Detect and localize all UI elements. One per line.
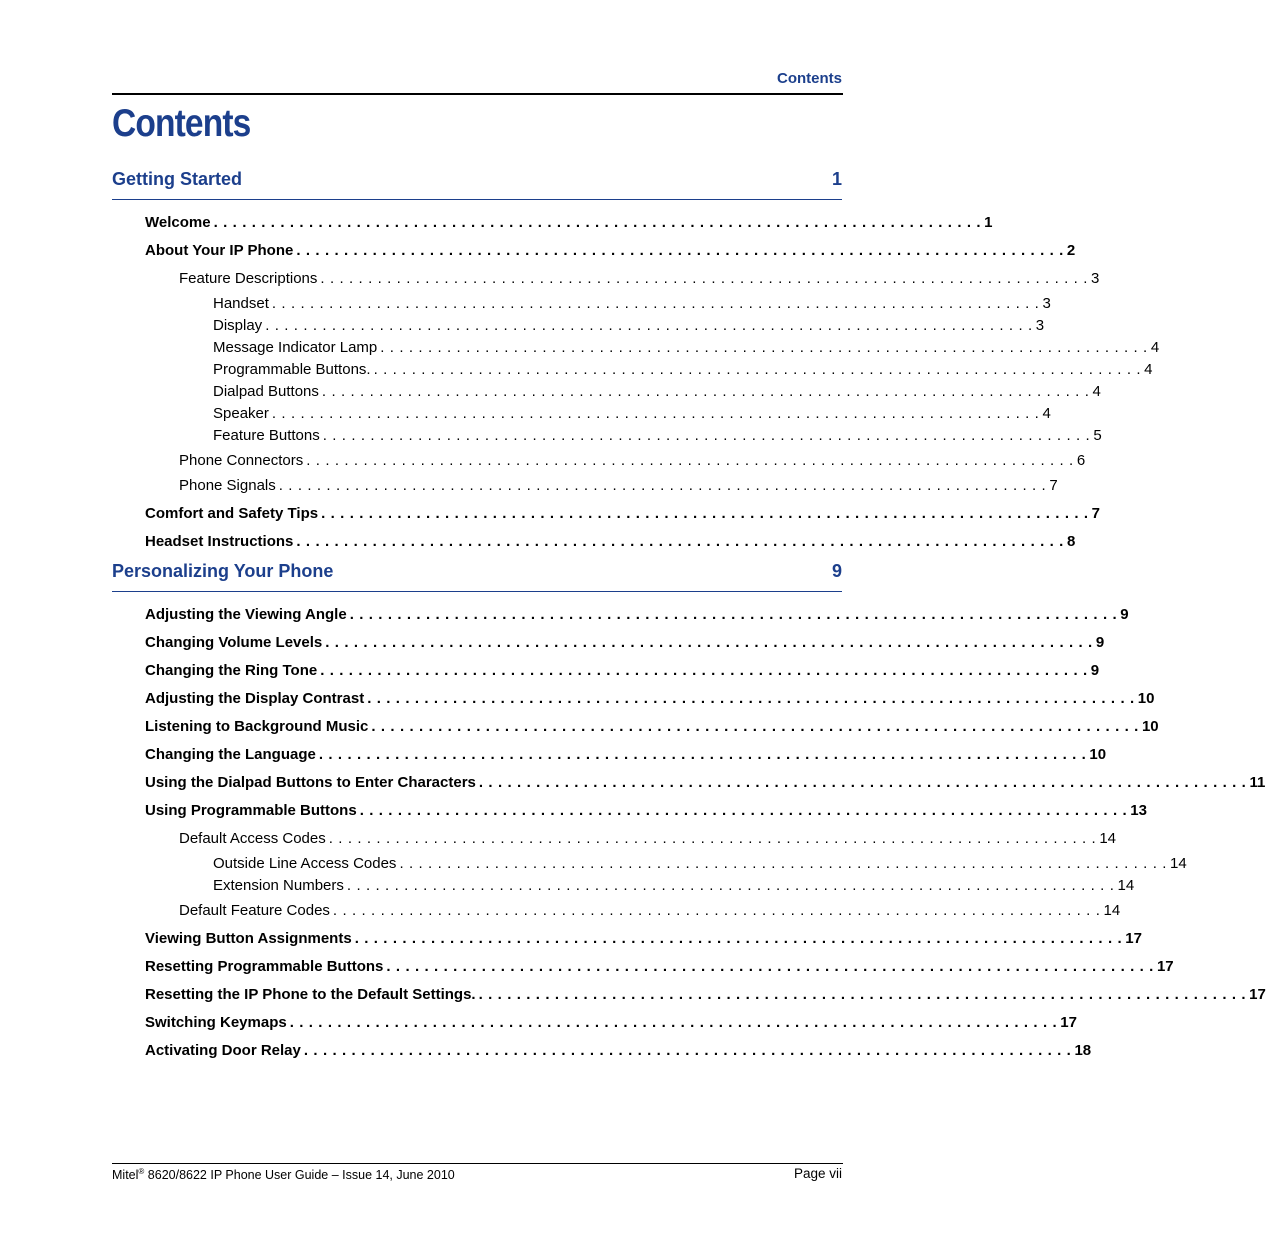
toc-entry-title: Feature Buttons [213,427,320,444]
dot-leader: . . . . . . . . . . . . . . . . . . . . . . . . . . . . . . . . . . . . . . . . . . . . . . . . . . . . . . . . . . . . . . . . . . . . . . . . . . . . . . . . . [303,1042,1072,1059]
dot-leader: . . . . . . . . . . . . . . . . . . . . . . . . . . . . . . . . . . . . . . . . . . . . . . . . . . . . . . . . . . . . . . . . . . . . . . . . . . . . . . . . . [325,634,1093,651]
dot-leader: . . . . . . . . . . . . . . . . . . . . . . . . . . . . . . . . . . . . . . . . . . . . . . . . . . . . . . . . . . . . . . . . . . . . . . . . . . . . . . . . . [354,930,1123,947]
toc-entry[interactable] [145,690,1155,710]
dot-leader: . . . . . . . . . . . . . . . . . . . . . . . . . . . . . . . . . . . . . . . . . . . . . . . . . . . . . . . . . . . . . . . . . . . . . . . . . . . . . . . . . [320,270,1088,287]
toc-entry-title: Switching Keymaps [145,1014,287,1031]
toc-entry-page-number: 4 [1150,339,1160,356]
toc-entry[interactable] [213,855,1187,875]
toc-entry-title: Welcome [145,214,211,231]
toc-entry-title: Adjusting the Viewing Angle [145,606,347,623]
toc-entry[interactable] [145,242,1076,262]
toc-entry-page-number: 4 [1144,361,1153,378]
toc-entry-page-number: 14 [1170,855,1187,872]
footer-rule [112,1163,843,1164]
toc-entry[interactable] [213,383,1101,403]
dot-leader: . . . . . . . . . . . . . . . . . . . . . . . . . . . . . . . . . . . . . . . . . . . . . . . . . . . . . . . . . . . . . . . . . . . . . . . . . . . . . . . . . [321,505,1089,522]
toc-entry-page-number: 4 [1092,383,1101,400]
chapter-page-number: 1 [831,169,842,189]
toc-entry-title: Phone Connectors [179,452,304,469]
toc-entry-title: Handset [213,295,269,312]
toc-entry-title: Using the Dialpad Buttons to Enter Characters [145,774,476,791]
toc-entry[interactable] [145,533,1076,553]
toc-entry-page-number: 3 [1090,270,1100,287]
toc-entry-page-number: 9 [1120,606,1129,623]
toc-entry[interactable] [179,830,1117,850]
chapter-title: Personalizing Your Phone [112,561,334,581]
toc-entry-page-number: 4 [1042,405,1051,422]
dot-leader: . . . . . . . . . . . . . . . . . . . . . . . . . . . . . . . . . . . . . . . . . . . . . . . . . . . . . . . . . . . . . . . . . . . . . . . . . . . . . . . . . [321,383,1090,400]
toc-entry-title: Headset Instructions [145,533,294,550]
toc-entry-title: Default Access Codes [179,830,326,847]
dot-leader: . . . . . . . . . . . . . . . . . . . . . . . . . . . . . . . . . . . . . . . . . . . . . . . . . . . . . . . . . . . . . . . . . . . . . . . . . . . . . . . . . [478,774,1247,791]
toc-entry-title: Display [213,317,263,334]
toc-entry-title: Resetting Programmable Buttons [145,958,384,975]
dot-leader: . . . . . . . . . . . . . . . . . . . . . . . . . . . . . . . . . . . . . . . . . . . . . . . . . . . . . . . . . . . . . . . . . . . . . . . . . . . . . . . . . [359,802,1128,819]
toc-entry-page-number: 8 [1066,533,1076,550]
toc-entry-page-number: 18 [1074,1042,1092,1059]
chapter-title: Getting Started [112,169,243,189]
toc-entry-title: Speaker [213,405,269,422]
toc-entry-title: Listening to Background Music [145,718,369,735]
dot-leader: . . . . . . . . . . . . . . . . . . . . . . . . . . . . . . . . . . . . . . . . . . . . . . . . . . . . . . . . . . . . . . . . . . . . . . . . . . . . . . . . . [332,902,1101,919]
dot-leader: . . . . . . . . . . . . . . . . . . . . . . . . . . . . . . . . . . . . . . . . . . . . . . . . . . . . . . . . . . . . . . . . . . . . . . . . . . . . . . . . . [373,361,1142,378]
toc-entry-title: About Your IP Phone [145,242,294,259]
toc-entry-page-number: 17 [1060,1014,1077,1031]
dot-leader: . . . . . . . . . . . . . . . . . . . . . . . . . . . . . . . . . . . . . . . . . . . . . . . . . . . . . . . . . . . . . . . . . . . . . . . . . . . . . . . . . [346,877,1115,894]
toc-entry[interactable] [213,361,1153,381]
toc-entry[interactable] [213,317,1045,337]
footer-page-number: Page vii [793,1166,842,1181]
toc-entry-title: Adjusting the Display Contrast [145,690,365,707]
toc-entry-page-number: 9 [1090,662,1100,679]
chapter-page-number: 9 [831,561,842,581]
dot-leader: . . . . . . . . . . . . . . . . . . . . . . . . . . . . . . . . . . . . . . . . . . . . . . . . . . . . . . . . . . . . . . . . . . . . . . . . . . . . . . . . . [271,295,1040,312]
toc-entry[interactable] [145,634,1105,654]
toc-entry-page-number: 5 [1093,427,1102,444]
dot-leader: . . . . . . . . . . . . . . . . . . . . . . . . . . . . . . . . . . . . . . . . . . . . . . . . . . . . . . . . . . . . . . . . . . . . . . . . . . . . . . . . . [328,830,1097,847]
toc-entry-title: Dialpad Buttons [213,383,319,400]
toc-entry[interactable] [145,1014,1077,1034]
toc-entry[interactable] [145,662,1100,682]
toc-entry-page-number: 10 [1089,746,1107,763]
toc-entry-page-number: 10 [1137,690,1155,707]
registered-mark: ® [138,1167,145,1176]
toc-entry[interactable] [145,214,993,234]
toc-entry-page-number: 1 [984,214,993,231]
toc-entry-title: Default Feature Codes [179,902,330,919]
toc-entry-title: Extension Numbers [213,877,344,894]
toc-entry-title: Using Programmable Buttons [145,802,357,819]
dot-leader: . . . . . . . . . . . . . . . . . . . . . . . . . . . . . . . . . . . . . . . . . . . . . . . . . . . . . . . . . . . . . . . . . . . . . . . . . . . . . . . . . [296,533,1064,550]
toc-entry-page-number: 14 [1117,877,1135,894]
dot-leader: . . . . . . . . . . . . . . . . . . . . . . . . . . . . . . . . . . . . . . . . . . . . . . . . . . . . . . . . . . . . . . . . . . . . . . . . . . . . . . . . . [289,1014,1058,1031]
toc-entry-page-number: 17 [1156,958,1174,975]
toc-entry-page-number: 17 [1249,986,1266,1003]
dot-leader: . . . . . . . . . . . . . . . . . . . . . . . . . . . . . . . . . . . . . . . . . . . . . . . . . . . . . . . . . . . . . . . . . . . . . . . . . . . . . . . . . [478,986,1247,1003]
toc-entry-title: Outside Line Access Codes [213,855,397,872]
dot-leader: . . . . . . . . . . . . . . . . . . . . . . . . . . . . . . . . . . . . . . . . . . . . . . . . . . . . . . . . . . . . . . . . . . . . . . . . . . . . . . . . . [367,690,1135,707]
dot-leader: . . . . . . . . . . . . . . . . . . . . . . . . . . . . . . . . . . . . . . . . . . . . . . . . . . . . . . . . . . . . . . . . . . . . . . . . . . . . . . . . . [213,214,982,231]
toc-entry[interactable] [145,774,1266,794]
toc-entry-title: Message Indicator Lamp [213,339,378,356]
toc-entry[interactable] [145,930,1142,950]
toc-entry[interactable] [213,405,1051,425]
dot-leader: . . . . . . . . . . . . . . . . . . . . . . . . . . . . . . . . . . . . . . . . . . . . . . . . . . . . . . . . . . . . . . . . . . . . . . . . . . . . . . . . . [320,662,1088,679]
dot-leader: . . . . . . . . . . . . . . . . . . . . . . . . . . . . . . . . . . . . . . . . . . . . . . . . . . . . . . . . . . . . . . . . . . . . . . . . . . . . . . . . . [371,718,1139,735]
toc-entry-title: Changing the Language [145,746,316,763]
toc-entry-page-number: 7 [1049,477,1058,494]
toc-entry[interactable] [213,339,1160,359]
toc-entry-page-number: 17 [1125,930,1142,947]
toc-entry-title: Changing Volume Levels [145,634,323,651]
toc-entry-title: Phone Signals [179,477,276,494]
footer-title-text: 8620/8622 IP Phone User Guide – Issue 14, June 2010 [144,1168,455,1183]
dot-leader: . . . . . . . . . . . . . . . . . . . . . . . . . . . . . . . . . . . . . . . . . . . . . . . . . . . . . . . . . . . . . . . . . . . . . . . . . . . . . . . . . [318,746,1087,763]
dot-leader: . . . . . . . . . . . . . . . . . . . . . . . . . . . . . . . . . . . . . . . . . . . . . . . . . . . . . . . . . . . . . . . . . . . . . . . . . . . . . . . . . [306,452,1074,469]
toc-entry-title: Viewing Button Assignments [145,930,352,947]
toc-entry-title: Feature Descriptions [179,270,318,287]
toc-entry-page-number: 7 [1091,505,1101,522]
toc-entry-page-number: 13 [1130,802,1147,819]
footer-brand: Mitel [112,1168,139,1183]
dot-leader: . . . . . . . . . . . . . . . . . . . . . . . . . . . . . . . . . . . . . . . . . . . . . . . . . . . . . . . . . . . . . . . . . . . . . . . . . . . . . . . . . [322,427,1091,444]
toc-entry-page-number: 11 [1249,774,1266,791]
chapter-heading[interactable] [112,169,842,191]
toc-entry[interactable] [213,877,1135,897]
footer-guide-title [112,1167,455,1182]
dot-leader: . . . . . . . . . . . . . . . . . . . . . . . . . . . . . . . . . . . . . . . . . . . . . . . . . . . . . . . . . . . . . . . . . . . . . . . . . . . . . . . . . [399,855,1168,872]
toc-entry-page-number: 9 [1095,634,1105,651]
toc-entry-title: Activating Door Relay [145,1042,301,1059]
toc-entry[interactable] [145,1042,1092,1062]
toc-entry-page-number: 2 [1066,242,1076,259]
chapter-rule [112,591,842,592]
toc-entry[interactable] [179,902,1121,922]
page-title: Contents [112,102,251,145]
chapter-heading[interactable] [112,561,842,583]
dot-leader: . . . . . . . . . . . . . . . . . . . . . . . . . . . . . . . . . . . . . . . . . . . . . . . . . . . . . . . . . . . . . . . . . . . . . . . . . . . . . . . . . [278,477,1047,494]
chapter-rule [112,199,842,200]
toc-entry[interactable] [179,477,1058,497]
toc-entry[interactable] [179,452,1086,472]
toc-entry-page-number: 14 [1103,902,1121,919]
toc-entry[interactable] [213,295,1051,315]
dot-leader: . . . . . . . . . . . . . . . . . . . . . . . . . . . . . . . . . . . . . . . . . . . . . . . . . . . . . . . . . . . . . . . . . . . . . . . . . . . . . . . . . [380,339,1148,356]
header-rule [112,93,843,95]
toc-entry[interactable] [145,958,1174,978]
toc-entry[interactable] [145,986,1266,1006]
toc-entry-page-number: 3 [1035,317,1045,334]
toc-entry-title: Comfort and Safety Tips [145,505,319,522]
toc-entry-page-number: 14 [1099,830,1117,847]
toc-entry[interactable] [145,802,1147,822]
toc-entry[interactable] [145,718,1159,738]
toc-entry-page-number: 10 [1141,718,1159,735]
dot-leader: . . . . . . . . . . . . . . . . . . . . . . . . . . . . . . . . . . . . . . . . . . . . . . . . . . . . . . . . . . . . . . . . . . . . . . . . . . . . . . . . . [271,405,1040,422]
dot-leader: . . . . . . . . . . . . . . . . . . . . . . . . . . . . . . . . . . . . . . . . . . . . . . . . . . . . . . . . . . . . . . . . . . . . . . . . . . . . . . . . . [265,317,1033,334]
toc-entry[interactable] [145,746,1107,766]
toc-entry-title: Resetting the IP Phone to the Default Settings. [145,986,476,1003]
toc-entry[interactable] [213,427,1102,447]
toc-entry-title: Changing the Ring Tone [145,662,318,679]
toc-entry[interactable] [179,270,1100,290]
dot-leader: . . . . . . . . . . . . . . . . . . . . . . . . . . . . . . . . . . . . . . . . . . . . . . . . . . . . . . . . . . . . . . . . . . . . . . . . . . . . . . . . . [386,958,1154,975]
toc-entry-title: Programmable Buttons. [213,361,371,378]
dot-leader: . . . . . . . . . . . . . . . . . . . . . . . . . . . . . . . . . . . . . . . . . . . . . . . . . . . . . . . . . . . . . . . . . . . . . . . . . . . . . . . . . [349,606,1118,623]
toc-entry[interactable] [145,606,1129,626]
dot-leader: . . . . . . . . . . . . . . . . . . . . . . . . . . . . . . . . . . . . . . . . . . . . . . . . . . . . . . . . . . . . . . . . . . . . . . . . . . . . . . . . . [296,242,1064,259]
toc-entry[interactable] [145,505,1101,525]
toc-entry-page-number: 6 [1076,452,1086,469]
toc-entry-page-number: 3 [1042,295,1051,312]
running-header: Contents [777,70,842,87]
